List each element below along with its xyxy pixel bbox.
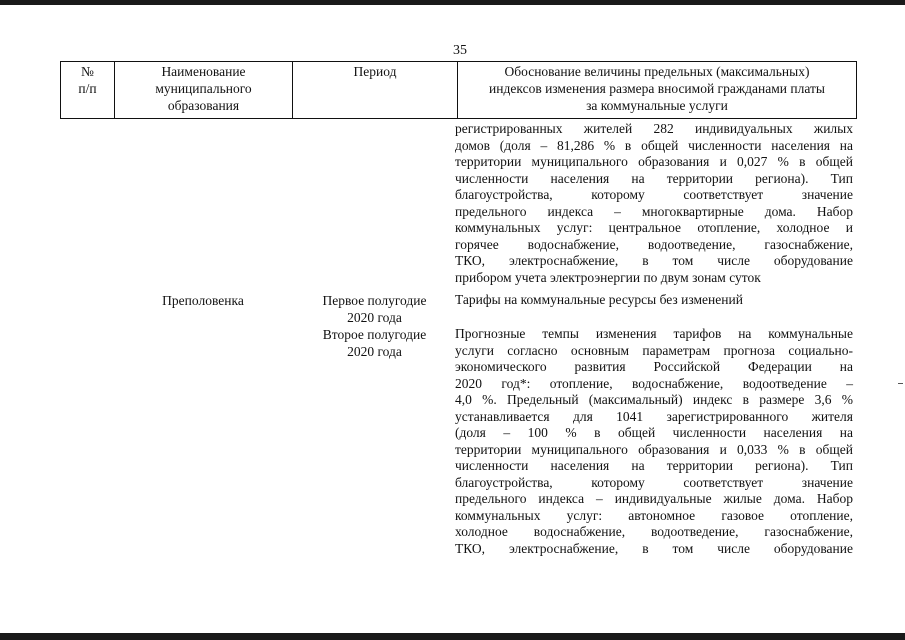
basis-line: коммунальных услуг: центральное отопление, холодное и [455,220,853,235]
basis-line: территории муниципального образования и 0,027 % в общей [455,154,853,169]
header-cell-number [61,62,115,118]
scan-edge-mark [898,383,903,384]
header-name-line: Наименование [161,64,246,79]
basis-line: регистрированных жителей 282 индивидуальных жилых [455,121,853,136]
header-cell-name [115,62,293,118]
basis-line: 4,0 %. Предельный (максимальный) индекс в размере 3,6 % [455,392,853,407]
header-period-line: Период [353,64,397,79]
header-name-line: муниципального [155,81,252,96]
basis-line: ТКО, электроснабжение, в том числе оборудование [455,253,853,268]
header-number-line: № [81,64,94,79]
basis-line: устанавливается для 1041 зарегистрированного жителя [455,408,853,424]
continuation-basis-text [455,121,853,286]
basis-line: холодное водоснабжение, водоотведение, газоснабжение, [455,524,853,539]
basis-line: численности населения на территории региона). Тип [455,170,853,186]
period-second-half [292,326,457,360]
basis-line: услуги согласно основным параметрам прогноза социально- [455,342,853,358]
basis-line: горячее водоснабжение, водоотведение, газоснабжение, [455,236,853,252]
page-number: 35 [453,43,467,58]
basis-line: коммунальных услуг: автономное газовое отопление, [455,507,853,523]
basis-line: благоустройства, которому соответствует значение [455,474,853,490]
period-first-half [292,292,457,326]
header-cell-basis [458,62,856,118]
header-basis-line: за коммунальные услуги [586,98,728,113]
basis-line: Тарифы на коммунальные ресурсы без изменений [455,292,743,307]
basis-line: предельного индекса – многоквартирные дома. Набор [455,203,853,219]
header-cell-period [293,62,458,118]
period-line: 2020 года [347,344,402,359]
scan-top-border [0,0,905,5]
header-name-line: образования [167,98,240,113]
municipality-name: Преполовенка [162,293,244,308]
basis-line: прибором учета электроэнергии по двум зонам суток [455,269,761,285]
basis-line: благоустройства, которому соответствует значение [455,187,853,202]
header-basis-line: Обоснование величины предельных (максимальных) [504,64,810,79]
header-number-line: п/п [78,81,97,96]
period-line: Первое полугодие [322,293,427,308]
basis-line: предельного индекса – индивидуальные жилые дома. Набор [455,491,853,506]
table-header [60,61,857,119]
basis-line: (доля – 100 % в общей численности населения на [455,425,853,440]
basis-line: экономического развития Российской Федерации на [455,359,853,374]
period-line: Второе полугодие [322,327,427,342]
basis-line: территории муниципального образования и 0,033 % в общей [455,441,853,457]
basis-line: ТКО, электроснабжение, в том числе оборудование [455,540,853,556]
basis-line: численности населения на территории региона). Тип [455,458,853,473]
basis-line: домов (доля – 81,286 % в общей численности населения на [455,137,853,153]
scan-bottom-border [0,633,905,640]
basis-line: Прогнозные темпы изменения тарифов на коммунальные [455,326,853,341]
header-basis-line: индексов изменения размера вносимой гражданами платы [489,81,825,96]
basis-line: 2020 год*: отопление, водоснабжение, водоотведение – [455,375,853,391]
period-line: 2020 года [347,310,402,325]
second-half-basis-text [455,326,853,557]
first-half-basis-text [455,292,853,309]
